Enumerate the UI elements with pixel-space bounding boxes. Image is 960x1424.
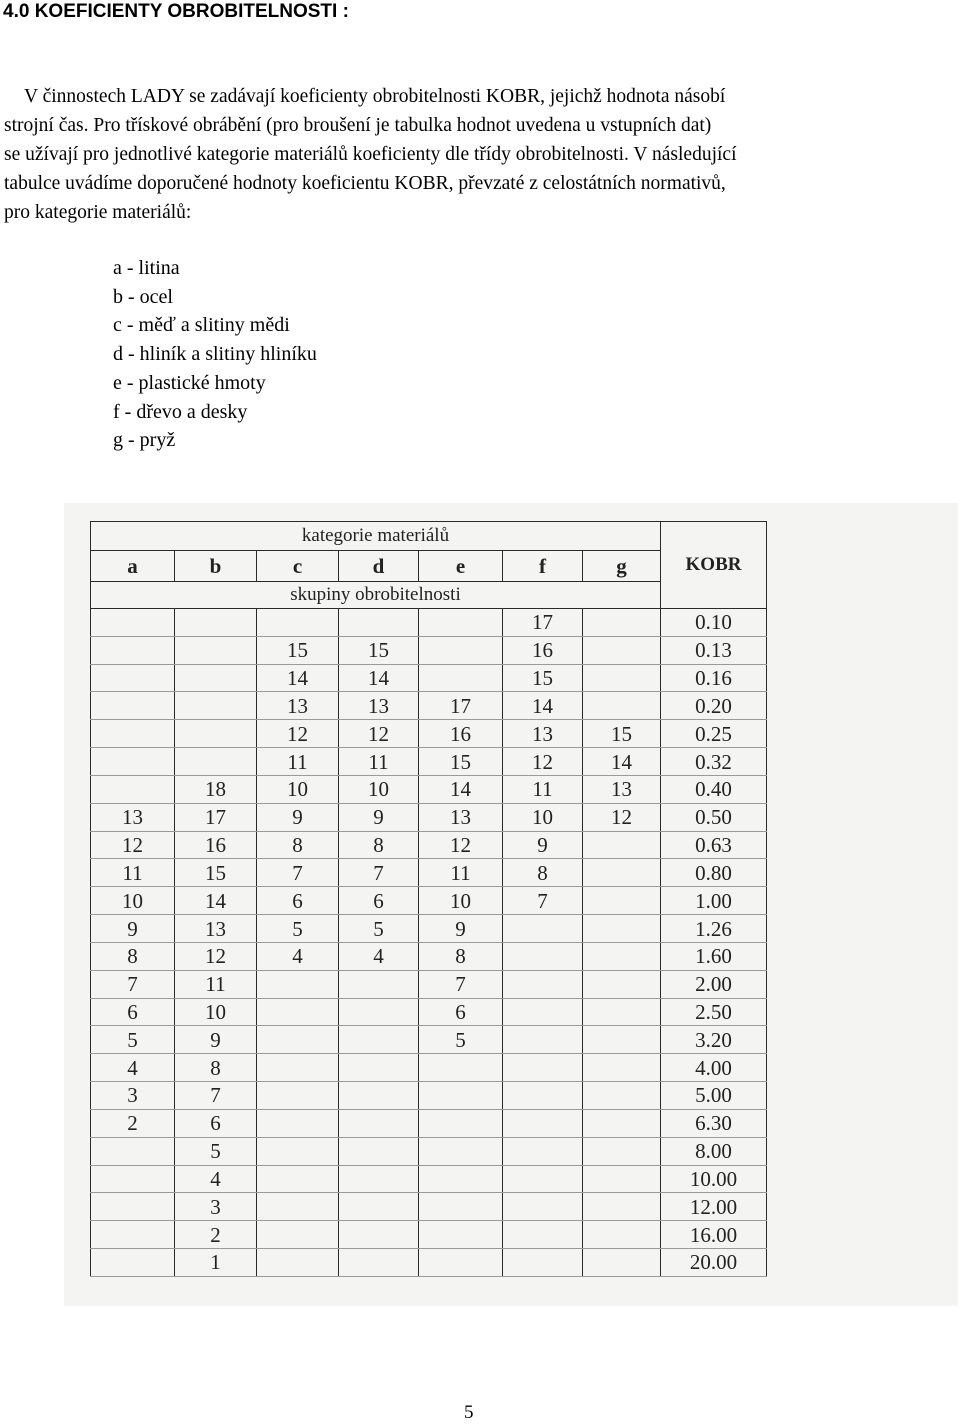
group-cell-f — [503, 1109, 583, 1137]
group-cell-e: 8 — [419, 942, 503, 970]
group-cell-e: 11 — [419, 859, 503, 887]
group-cell-f — [503, 998, 583, 1026]
table-row — [91, 748, 767, 776]
group-cell-g: 14 — [583, 748, 661, 776]
group-cell-a: 12 — [91, 831, 175, 859]
group-cell-f — [503, 1165, 583, 1193]
group-cell-a: 13 — [91, 803, 175, 831]
kobr-value-cell: 1.60 — [661, 942, 767, 970]
group-cell-b: 16 — [175, 831, 257, 859]
group-cell-c — [257, 1054, 339, 1082]
group-cell-c — [257, 1109, 339, 1137]
table-row — [91, 803, 767, 831]
column-header-g: g — [583, 551, 661, 582]
group-cell-d — [339, 609, 419, 637]
group-cell-b — [175, 748, 257, 776]
list-item: c - měď a slitiny mědi — [113, 314, 290, 337]
group-cell-b: 6 — [175, 1109, 257, 1137]
group-cell-a — [91, 1137, 175, 1165]
group-cell-g — [583, 636, 661, 664]
group-cell-g: 15 — [583, 720, 661, 748]
group-cell-f: 10 — [503, 803, 583, 831]
kobr-value-cell: 4.00 — [661, 1054, 767, 1082]
table-row — [91, 775, 767, 803]
group-cell-e — [419, 609, 503, 637]
group-cell-a — [91, 1165, 175, 1193]
group-cell-c — [257, 970, 339, 998]
page-number: 5 — [464, 1402, 474, 1423]
kobr-value-cell: 12.00 — [661, 1193, 767, 1221]
group-cell-b: 1 — [175, 1249, 257, 1277]
group-cell-a: 7 — [91, 970, 175, 998]
table-row — [91, 831, 767, 859]
group-cell-e — [419, 1221, 503, 1249]
group-cell-a — [91, 720, 175, 748]
kobr-table — [90, 521, 767, 1277]
group-cell-d: 11 — [339, 748, 419, 776]
group-cell-a — [91, 692, 175, 720]
table-row — [91, 636, 767, 664]
group-cell-g — [583, 664, 661, 692]
group-cell-c — [257, 1165, 339, 1193]
group-cell-a — [91, 1193, 175, 1221]
list-item: b - ocel — [113, 285, 173, 308]
kobr-value-cell: 1.26 — [661, 915, 767, 943]
intro-paragraph — [4, 82, 954, 227]
kobr-value-cell: 0.80 — [661, 859, 767, 887]
group-cell-f: 15 — [503, 664, 583, 692]
group-cell-a: 11 — [91, 859, 175, 887]
kobr-value-cell: 16.00 — [661, 1221, 767, 1249]
table-row — [91, 1082, 767, 1110]
group-cell-c: 14 — [257, 664, 339, 692]
table-row — [91, 664, 767, 692]
group-cell-f: 8 — [503, 859, 583, 887]
group-cell-g — [583, 942, 661, 970]
group-cell-c: 6 — [257, 887, 339, 915]
group-cell-c — [257, 1026, 339, 1054]
group-cell-b: 18 — [175, 775, 257, 803]
group-cell-e — [419, 1109, 503, 1137]
kobr-value-cell: 0.16 — [661, 664, 767, 692]
group-cell-d — [339, 1026, 419, 1054]
kobr-value-cell: 5.00 — [661, 1082, 767, 1110]
group-cell-d — [339, 1054, 419, 1082]
group-cell-f — [503, 1221, 583, 1249]
group-cell-f — [503, 1193, 583, 1221]
group-cell-e — [419, 1193, 503, 1221]
list-item: f - dřevo a desky — [113, 400, 248, 423]
group-cell-g — [583, 859, 661, 887]
group-cell-d: 4 — [339, 942, 419, 970]
table-caption-categories: kategorie materiálů — [91, 522, 661, 551]
table-row — [91, 942, 767, 970]
table-caption-groups: skupiny obrobitelnosti — [91, 582, 661, 609]
group-cell-c: 5 — [257, 915, 339, 943]
material-category-list — [113, 254, 317, 455]
group-cell-a: 3 — [91, 1082, 175, 1110]
group-cell-d: 7 — [339, 859, 419, 887]
column-header-b: b — [175, 551, 257, 582]
group-cell-e: 17 — [419, 692, 503, 720]
group-cell-f: 17 — [503, 609, 583, 637]
kobr-value-cell: 0.32 — [661, 748, 767, 776]
kobr-value-cell: 1.00 — [661, 887, 767, 915]
group-cell-e — [419, 1137, 503, 1165]
group-cell-g — [583, 1026, 661, 1054]
table-row — [91, 859, 767, 887]
paragraph-line: strojní čas. Pro třískové obrábění (pro broušení je tabulka hodnot uvedena u vstupních dat) — [4, 115, 712, 136]
group-cell-c: 8 — [257, 831, 339, 859]
kobr-value-cell: 0.63 — [661, 831, 767, 859]
table-row — [91, 1221, 767, 1249]
group-cell-e: 6 — [419, 998, 503, 1026]
group-cell-d — [339, 1249, 419, 1277]
paragraph-line: pro kategorie materiálů: — [4, 202, 192, 223]
group-cell-a: 8 — [91, 942, 175, 970]
paragraph-line: V činnostech LADY se zadávají koeficienty obrobitelnosti KOBR, jejichž hodnota násobí — [24, 86, 726, 107]
kobr-value-cell: 2.50 — [661, 998, 767, 1026]
group-cell-c: 7 — [257, 859, 339, 887]
list-item: d - hliník a slitiny hliníku — [113, 343, 317, 366]
group-cell-d: 13 — [339, 692, 419, 720]
group-cell-b — [175, 720, 257, 748]
group-cell-b: 13 — [175, 915, 257, 943]
group-cell-b: 8 — [175, 1054, 257, 1082]
column-header-c: c — [257, 551, 339, 582]
group-cell-f — [503, 1054, 583, 1082]
group-cell-f — [503, 1082, 583, 1110]
group-cell-d: 15 — [339, 636, 419, 664]
column-header-f: f — [503, 551, 583, 582]
table-row — [91, 1026, 767, 1054]
group-cell-e: 15 — [419, 748, 503, 776]
group-cell-f: 14 — [503, 692, 583, 720]
group-cell-b: 3 — [175, 1193, 257, 1221]
group-cell-c: 15 — [257, 636, 339, 664]
group-cell-b: 2 — [175, 1221, 257, 1249]
table-row — [91, 1165, 767, 1193]
group-cell-g — [583, 1193, 661, 1221]
section-heading: 4.0 KOEFICIENTY OBROBITELNOSTI : — [3, 1, 349, 22]
group-cell-b: 9 — [175, 1026, 257, 1054]
group-cell-e — [419, 1165, 503, 1193]
kobr-value-cell: 3.20 — [661, 1026, 767, 1054]
group-cell-a — [91, 609, 175, 637]
group-cell-c — [257, 1249, 339, 1277]
group-cell-c — [257, 998, 339, 1026]
group-cell-a: 5 — [91, 1026, 175, 1054]
group-cell-b — [175, 636, 257, 664]
group-cell-a: 9 — [91, 915, 175, 943]
group-cell-b — [175, 664, 257, 692]
group-cell-f: 7 — [503, 887, 583, 915]
list-item: g - pryž — [113, 429, 176, 452]
group-cell-f — [503, 915, 583, 943]
kobr-value-cell: 10.00 — [661, 1165, 767, 1193]
group-cell-d — [339, 1165, 419, 1193]
group-cell-d: 6 — [339, 887, 419, 915]
group-cell-g — [583, 1249, 661, 1277]
group-cell-c: 10 — [257, 775, 339, 803]
column-header-e: e — [419, 551, 503, 582]
group-cell-g — [583, 1221, 661, 1249]
group-cell-b: 4 — [175, 1165, 257, 1193]
kobr-value-cell: 20.00 — [661, 1249, 767, 1277]
table-body — [91, 609, 767, 1277]
table-row — [91, 692, 767, 720]
group-cell-d: 12 — [339, 720, 419, 748]
group-cell-d: 9 — [339, 803, 419, 831]
group-cell-f: 9 — [503, 831, 583, 859]
column-header-d: d — [339, 551, 419, 582]
group-cell-e — [419, 664, 503, 692]
group-cell-g — [583, 998, 661, 1026]
group-cell-g — [583, 1165, 661, 1193]
group-cell-f — [503, 970, 583, 998]
group-cell-b: 12 — [175, 942, 257, 970]
table-row — [91, 887, 767, 915]
kobr-value-cell: 0.13 — [661, 636, 767, 664]
kobr-value-cell: 6.30 — [661, 1109, 767, 1137]
group-cell-d — [339, 1109, 419, 1137]
group-cell-f — [503, 1137, 583, 1165]
group-cell-e — [419, 1249, 503, 1277]
group-cell-a — [91, 664, 175, 692]
kobr-value-cell: 0.10 — [661, 609, 767, 637]
group-cell-e: 16 — [419, 720, 503, 748]
list-item: e - plastické hmoty — [113, 371, 266, 394]
group-cell-g — [583, 887, 661, 915]
group-cell-g: 12 — [583, 803, 661, 831]
kobr-value-cell: 0.20 — [661, 692, 767, 720]
group-cell-e: 12 — [419, 831, 503, 859]
group-cell-d: 14 — [339, 664, 419, 692]
group-cell-c — [257, 1137, 339, 1165]
kobr-value-cell: 8.00 — [661, 1137, 767, 1165]
group-cell-e: 9 — [419, 915, 503, 943]
group-cell-g — [583, 1054, 661, 1082]
group-cell-c — [257, 1193, 339, 1221]
group-cell-g — [583, 1082, 661, 1110]
paragraph-line: se užívají pro jednotlivé kategorie materiálů koeficienty dle třídy obrobitelnosti. V následující — [4, 144, 737, 165]
group-cell-f: 11 — [503, 775, 583, 803]
group-cell-b: 10 — [175, 998, 257, 1026]
group-cell-d: 5 — [339, 915, 419, 943]
kobr-value-cell: 0.25 — [661, 720, 767, 748]
group-cell-e: 10 — [419, 887, 503, 915]
group-cell-e — [419, 1082, 503, 1110]
group-cell-d — [339, 1137, 419, 1165]
group-cell-b — [175, 609, 257, 637]
group-cell-b: 7 — [175, 1082, 257, 1110]
group-cell-f — [503, 1249, 583, 1277]
table-row — [91, 1109, 767, 1137]
group-cell-c: 11 — [257, 748, 339, 776]
group-cell-e: 5 — [419, 1026, 503, 1054]
table-row — [91, 915, 767, 943]
group-cell-c: 4 — [257, 942, 339, 970]
group-cell-c — [257, 609, 339, 637]
kobr-column-header: KOBR — [661, 522, 767, 609]
group-cell-b: 17 — [175, 803, 257, 831]
group-cell-b — [175, 692, 257, 720]
group-cell-b: 11 — [175, 970, 257, 998]
table-row — [91, 1054, 767, 1082]
group-cell-g — [583, 970, 661, 998]
kobr-value-cell: 0.40 — [661, 775, 767, 803]
group-cell-b: 14 — [175, 887, 257, 915]
table-row — [91, 1193, 767, 1221]
group-cell-c: 13 — [257, 692, 339, 720]
table-row — [91, 1249, 767, 1277]
paragraph-line: tabulce uvádíme doporučené hodnoty koeficientu KOBR, převzaté z celostátních normativů, — [4, 173, 726, 194]
group-cell-d: 8 — [339, 831, 419, 859]
group-cell-e: 13 — [419, 803, 503, 831]
group-cell-g — [583, 915, 661, 943]
group-cell-f — [503, 942, 583, 970]
group-cell-g — [583, 1109, 661, 1137]
table-row — [91, 720, 767, 748]
group-cell-g — [583, 692, 661, 720]
list-item: a - litina — [113, 257, 180, 279]
group-cell-d — [339, 1193, 419, 1221]
table-row — [91, 609, 767, 637]
group-cell-a — [91, 636, 175, 664]
group-cell-a: 6 — [91, 998, 175, 1026]
group-cell-e — [419, 1054, 503, 1082]
column-header-a: a — [91, 551, 175, 582]
group-cell-c: 12 — [257, 720, 339, 748]
group-cell-b: 15 — [175, 859, 257, 887]
group-cell-c: 9 — [257, 803, 339, 831]
group-cell-g — [583, 831, 661, 859]
table-row — [91, 998, 767, 1026]
table-row — [91, 970, 767, 998]
group-cell-d: 10 — [339, 775, 419, 803]
group-cell-c — [257, 1221, 339, 1249]
group-cell-g — [583, 609, 661, 637]
group-cell-f: 16 — [503, 636, 583, 664]
group-cell-f — [503, 1026, 583, 1054]
table-row — [91, 1137, 767, 1165]
group-cell-f: 13 — [503, 720, 583, 748]
group-cell-a — [91, 1221, 175, 1249]
group-cell-a — [91, 1249, 175, 1277]
group-cell-a: 2 — [91, 1109, 175, 1137]
group-cell-d — [339, 1221, 419, 1249]
group-cell-e: 7 — [419, 970, 503, 998]
group-cell-e: 14 — [419, 775, 503, 803]
group-cell-b: 5 — [175, 1137, 257, 1165]
group-cell-a: 4 — [91, 1054, 175, 1082]
group-cell-d — [339, 970, 419, 998]
group-cell-c — [257, 1082, 339, 1110]
kobr-value-cell: 0.50 — [661, 803, 767, 831]
group-cell-g — [583, 1137, 661, 1165]
group-cell-e — [419, 636, 503, 664]
group-cell-d — [339, 1082, 419, 1110]
group-cell-a — [91, 748, 175, 776]
group-cell-f: 12 — [503, 748, 583, 776]
kobr-value-cell: 2.00 — [661, 970, 767, 998]
group-cell-d — [339, 998, 419, 1026]
group-cell-g: 13 — [583, 775, 661, 803]
group-cell-a — [91, 775, 175, 803]
group-cell-a: 10 — [91, 887, 175, 915]
